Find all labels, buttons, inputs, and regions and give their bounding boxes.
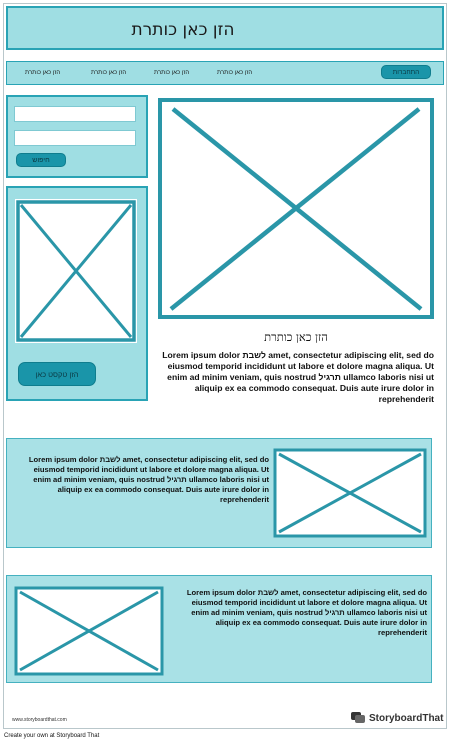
search-panel (6, 95, 148, 178)
storyboardthat-logo[interactable] (350, 710, 446, 726)
image-placeholder-icon (273, 448, 427, 538)
login-button[interactable]: התחברות (381, 65, 431, 79)
section-3-paragraph: Lorem ipsum dolor לשבת amet, consectetur adipiscing elit, sed do eiusmod temporid incididunt ut labore et dolore magna aliqua. Ut enim ad minim veniam, quis nostrud תרגיל ullamco laboris nisi ut aliquip ex ea commodo consequat. Duis aute irure dolor in reprehenderit (186, 588, 427, 637)
main-paragraph: Lorem ipsum dolor לשבת amet, consectetur adipiscing elit, sed do eiusmod temporid incididunt ut labore et dolore magna aliqua. Ut enim ad minim veniam, quis nostrud תרגיל ullamco laboris nisi ut aliquip ex ea commodo consequat. Duis aute irure dolor in reprehenderit (162, 350, 434, 404)
nav-item-3[interactable]: הזן כאן כותרת (154, 70, 190, 76)
footer-url[interactable]: www.storyboardthat.com (12, 717, 67, 723)
main-caption: הזן כאן כותרת (264, 330, 328, 344)
section-2-image-placeholder (273, 448, 427, 538)
search-input-2[interactable] (14, 130, 136, 146)
create-your-own-link[interactable]: Create your own at Storyboard That (4, 733, 100, 739)
content-section-2 (6, 438, 432, 548)
nav-item-1[interactable]: הזן כאן כותרת (25, 70, 61, 76)
content-section-3 (6, 575, 432, 683)
enter-text-button[interactable]: הזן טקסט כאן (18, 362, 96, 386)
sidebar-image-placeholder (15, 199, 137, 343)
search-input-1[interactable] (14, 106, 136, 122)
nav-item-4[interactable]: הזן כאן כותרת (217, 70, 253, 76)
nav-bar (6, 61, 444, 85)
main-image-placeholder (157, 97, 435, 320)
search-button[interactable]: חיפוש (16, 153, 66, 167)
sidebar-image-panel (6, 186, 148, 401)
header-banner (6, 6, 444, 50)
image-placeholder-icon (15, 199, 137, 343)
speech-bubble-icon (350, 711, 366, 725)
image-placeholder-icon (157, 97, 435, 320)
logo-text: StoryboardThat (369, 712, 444, 724)
nav-item-2[interactable]: הזן כאן כותרת (91, 70, 127, 76)
page-title: הזן כאן כותרת (131, 20, 235, 40)
section-3-image-placeholder (14, 586, 164, 676)
image-placeholder-icon (14, 586, 164, 676)
section-2-paragraph: Lorem ipsum dolor לשבת amet, consectetur adipiscing elit, sed do eiusmod temporid incididunt ut labore et dolore magna aliqua. Ut enim ad minim veniam, quis nostrud תרגיל ullamco laboris nisi ut aliquip ex ea commodo consequat. Duis aute irure dolor in reprehenderit (28, 455, 269, 504)
